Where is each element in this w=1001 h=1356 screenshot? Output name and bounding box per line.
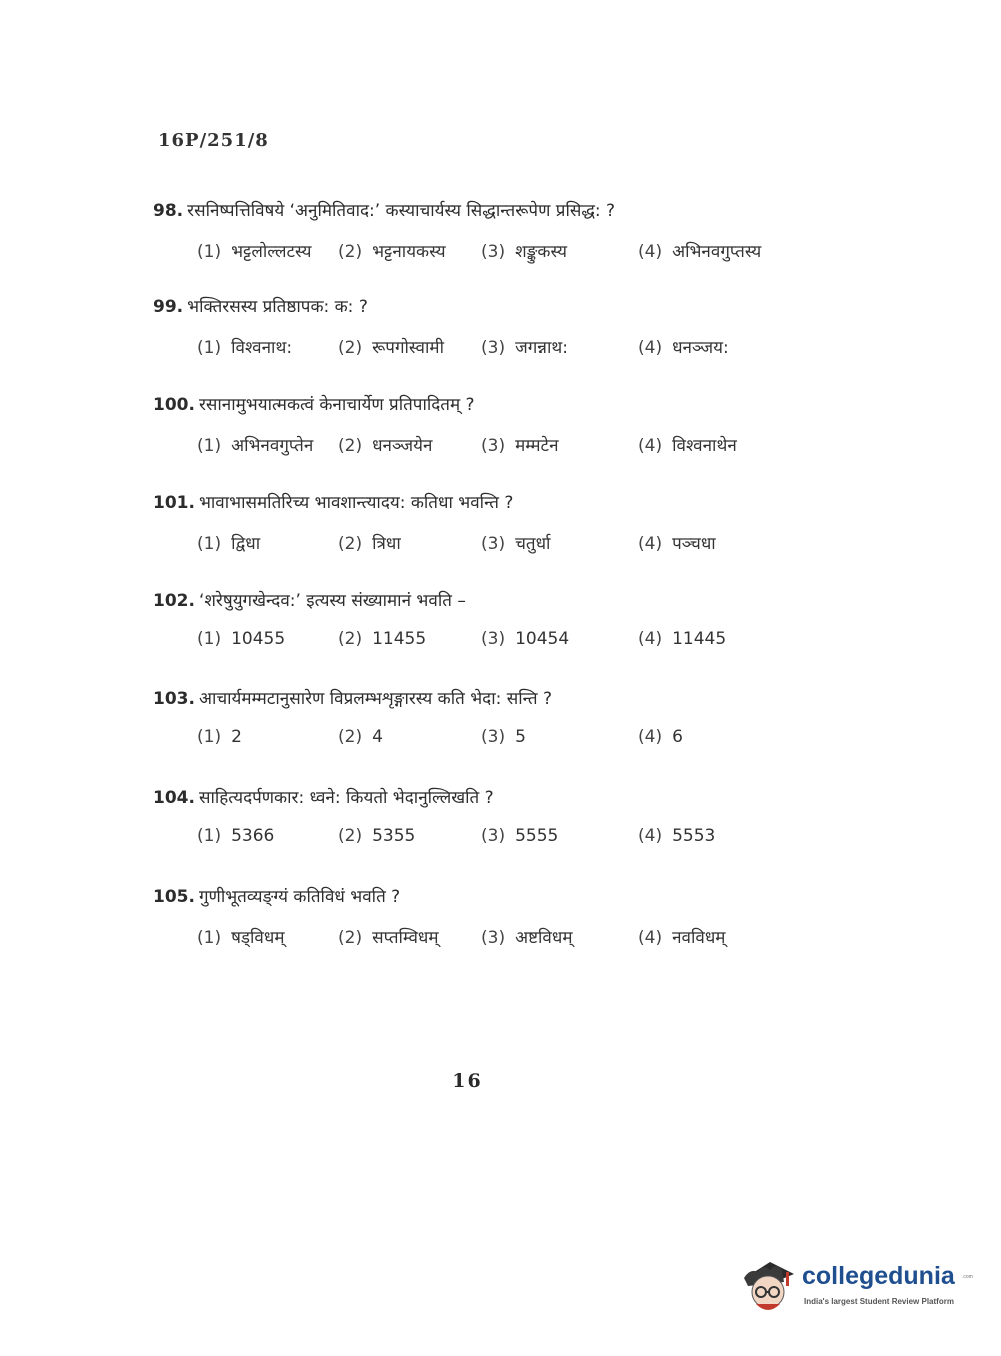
question-number: 102. [153,591,195,611]
option-1: (1) द्विधा [197,534,261,554]
option-3: (3) मम्मटेन [481,436,559,456]
option-2: (2) 11455 [338,629,427,649]
option-2: (2) भट्टनायकस्य [338,242,446,262]
option-4: (4) अभिनवगुप्तस्य [638,242,762,262]
question-100 [153,392,853,463]
options [153,925,853,955]
option-3: (3) 5555 [481,826,559,846]
option-1: (1) अभिनवगुप्तेन [197,436,314,456]
question-99 [153,294,853,365]
question-101 [153,490,853,561]
options [153,629,853,659]
question-102 [153,588,853,659]
question-105 [153,884,853,955]
option-1: (1) 10455 [197,629,286,649]
question-text: भक्तिरसस्य प्रतिष्ठापक: क: ? [187,297,368,317]
question-number: 104. [153,788,195,808]
question-text: भावाभासमतिरिच्य भावशान्त्यादय: कतिधा भवन्ति ? [198,493,514,513]
options [153,335,853,365]
question-number: 98. [153,201,184,221]
option-3: (3) अष्टविधम् [481,928,573,948]
options [153,433,853,463]
option-2: (2) 5355 [338,826,416,846]
option-4: (4) नवविधम् [638,928,726,948]
question-text: गुणीभूतव्यङ्ग्यं कतिविधं भवति ? [198,887,401,907]
logo-text: collegedunia [802,1262,955,1290]
question-number: 99. [153,297,184,317]
option-3: (3) जगन्नाथ: [481,338,568,358]
question-text: रसानामुभयात्मकत्वं केनाचार्येण प्रतिपादितम् ? [198,395,475,415]
options [153,239,853,269]
option-3: (3) शङ्कुकस्य [481,242,567,262]
option-1: (1) विश्वनाथ: [197,338,293,358]
option-2: (2) त्रिधा [338,534,401,554]
option-3: (3) 10454 [481,629,570,649]
question-text: साहित्यदर्पणकार: ध्वने: कियतो भेदानुल्लिखति ? [198,788,494,808]
mascot-icon [740,1254,800,1316]
option-1: (1) भट्टलोल्लटस्य [197,242,312,262]
options [153,727,853,757]
question-103 [153,686,853,757]
paper-code: 16P/251/8 [158,130,269,151]
question-text: आचार्यमम्मटानुसारेण विप्रलम्भशृङ्गारस्य कति भेदा: सन्ति ? [198,689,552,709]
option-3: (3) 5 [481,727,526,747]
question-text: रसनिष्पत्तिविषये ‘अनुमितिवाद:’ कस्याचार्यस्य सिद्धान्तरूपेण प्रसिद्ध: ? [187,201,616,221]
option-4: (4) 6 [638,727,683,747]
logo-tagline: India's largest Student Review Platform [804,1297,954,1306]
page-number: 16 [452,1070,483,1092]
question-104 [153,785,853,856]
option-1: (1) 5366 [197,826,275,846]
question-number: 105. [153,887,195,907]
collegedunia-logo [740,1250,973,1320]
option-3: (3) चतुर्धा [481,534,551,554]
option-4: (4) पञ्चधा [638,534,716,554]
option-1: (1) षड्विधम् [197,928,285,948]
question-98 [153,198,853,269]
logo-domain: .com [962,1274,973,1280]
option-4: (4) धनञ्जय: [638,338,729,358]
question-number: 101. [153,493,195,513]
option-2: (2) 4 [338,727,383,747]
options [153,531,853,561]
question-number: 100. [153,395,195,415]
option-2: (2) सप्तम्विधम् [338,928,439,948]
options [153,826,853,856]
option-2: (2) धनञ्जयेन [338,436,433,456]
option-1: (1) 2 [197,727,242,747]
option-4: (4) विश्वनाथेन [638,436,737,456]
option-4: (4) 11445 [638,629,727,649]
option-4: (4) 5553 [638,826,716,846]
question-text: ‘शरेषुयुगखेन्दव:’ इत्यस्य संख्यामानं भवति – [198,591,466,611]
question-number: 103. [153,689,195,709]
option-2: (2) रूपगोस्वामी [338,338,444,358]
